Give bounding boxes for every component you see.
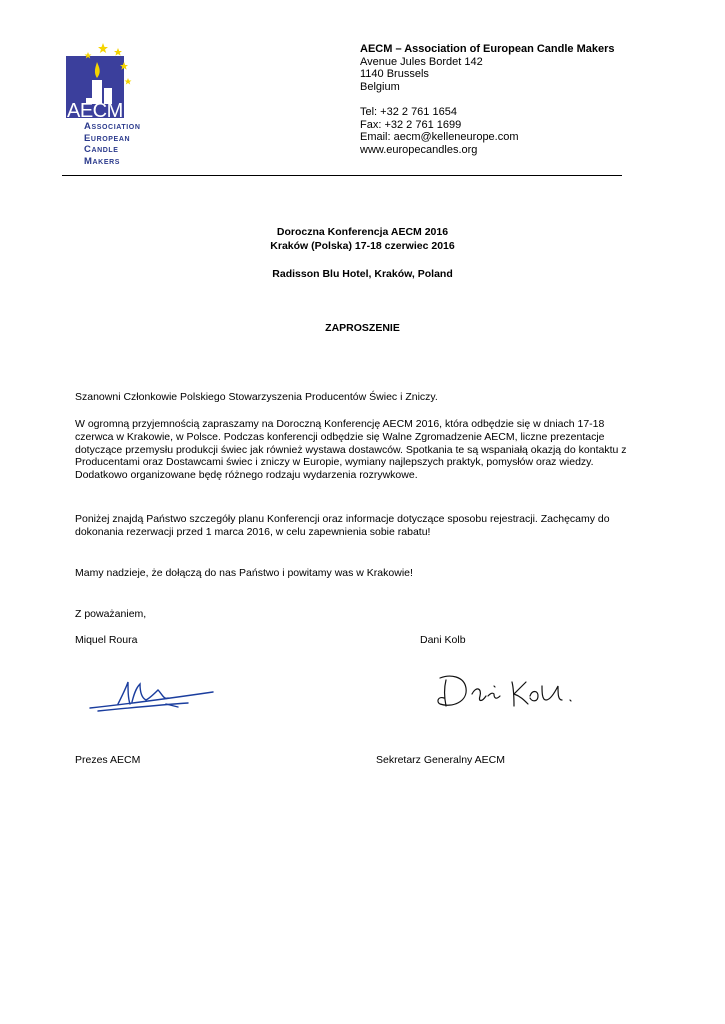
conference-dates: Kraków (Polska) 17-18 czerwiec 2016 — [270, 240, 455, 252]
greeting: Szanowni Członkowie Polskiego Stowarzyszenia Producentów Świec i Zniczy. — [75, 391, 438, 403]
paragraph-line: dokonania rezerwacji przed 1 marca 2016, w celu zapewnienia sobie rabatu! — [75, 525, 431, 538]
paragraph-1 — [75, 418, 660, 482]
logo-line: Association — [84, 121, 141, 132]
paragraph-line: dotyczące przemysłu produkcji świec jak również wystawa dostawców. Spotkania te są wspaniałą okazją do kontaktu z — [75, 443, 627, 456]
conference-title: Doroczna Konferencja AECM 2016 — [276, 226, 449, 238]
paragraph-3: Mamy nadzieje, że dołączą do nas Państwo i powitamy was w Krakowie! — [75, 567, 413, 579]
logo-caption — [84, 121, 141, 167]
left-signatory-name: Miquel Roura — [75, 634, 138, 646]
closing: Z poważaniem, — [75, 608, 147, 620]
paragraph-line: czerwca w Krakowie, w Polsce. Podczas konferencji odbędzie się Walne Zgromadzenie AECM, liczne prezentacje — [75, 430, 605, 443]
paragraph-line: W ogromną przyjemnością zapraszamy na Doroczną Konferencję AECM 2016, która odbędzie się w dniach 17-18 — [75, 418, 605, 430]
invitation-heading: ZAPROSZENIE — [325, 322, 400, 334]
right-signatory-name: Dani Kolb — [420, 634, 466, 646]
logo-line: Makers — [84, 155, 121, 167]
header-divider — [62, 175, 622, 176]
website: www.europecandles.org — [360, 143, 478, 156]
paragraph-line: Poniżej znajdą Państwo szczegóły planu Konferencji oraz informacje dotyczące sposobu rejestracji. Zachęcamy do — [75, 513, 610, 525]
paragraph-2 — [75, 513, 660, 539]
telephone: Tel: +32 2 761 1654 — [360, 105, 457, 118]
conference-venue: Radisson Blu Hotel, Kraków, Poland — [272, 268, 453, 280]
contact-block — [360, 43, 614, 156]
signature-stroke — [90, 682, 213, 711]
left-signature — [88, 674, 218, 716]
signature-stroke — [438, 676, 571, 706]
email: Email: aecm@kelleneurope.com — [360, 131, 519, 144]
city: 1140 Brussels — [360, 68, 429, 81]
country: Belgium — [360, 80, 400, 93]
org-name: AECM – Association of European Candle Makers — [360, 43, 615, 55]
left-signatory-title: Prezes AECM — [75, 754, 141, 766]
logo-line: Candle — [84, 144, 119, 155]
paragraph-line: Producentami oraz Dostawcami świec i zniczy w Europie, wymiany najlepszych praktyk, pomysłów oraz wiedzy. — [75, 456, 594, 469]
right-signature — [430, 666, 590, 716]
street: Avenue Jules Bordet 142 — [360, 55, 483, 68]
paragraph-line: Dodatkowo organizowane będę różnego rodzaju wydarzenia rozrywkowe. — [75, 469, 418, 482]
fax: Fax: +32 2 761 1699 — [360, 118, 462, 131]
right-signatory-title: Sekretarz Generalny AECM — [376, 754, 505, 766]
logo-line: European — [84, 132, 131, 144]
logo-letters: AECM — [67, 100, 123, 122]
